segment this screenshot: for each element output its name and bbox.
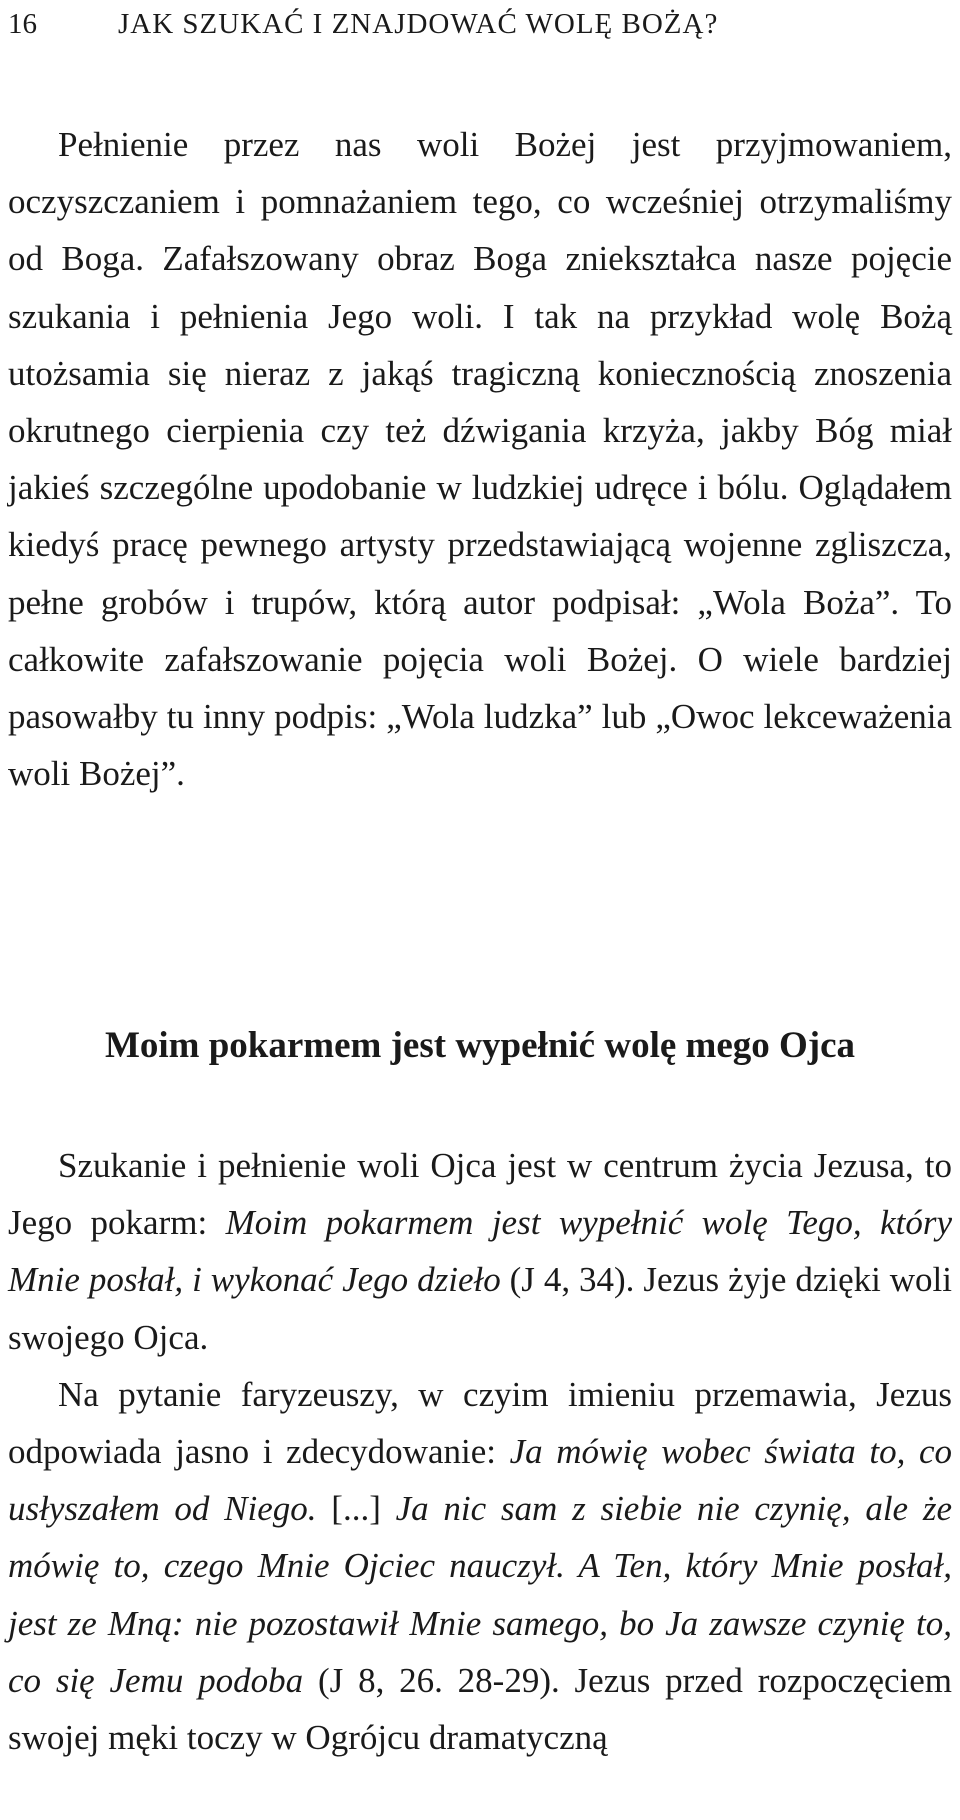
section-heading: Moim pokarmem jest wypełnić wolę mego Ojca	[104, 1025, 856, 1066]
scripture-quote-john-8-28-29: Ja nic sam z siebie nie czynię, ale że mówię to, czego Mnie Ojciec nauczył. A Ten, który Mnie posłał, jest ze Mną: nie pozostawił Mnie samego, bo Ja zawsze czynię to, co się Jemu podoba	[8, 1489, 952, 1700]
body-paragraph-1: Pełnienie przez nas woli Bożej jest przyjmowaniem, oczyszczaniem i pomnażaniem tego, co wcześniej otrzymaliśmy od Boga. Zafałszowany obraz Boga zniekształca nasze pojęcie szukania i pełnienia Jego woli. I tak na przykład wolę Bożą utożsamia się nieraz z jakąś tragiczną koniecznością znoszenia okrutnego cierpienia czy też dźwigania krzyża, jakby Bóg miał jakieś szczególne upodobanie w ludzkiej udręce i bólu. Oglądałem kiedyś pracę pewnego artysty przedstawiającą wojenne zgliszcza, pełne grobów i trupów, którą autor podpisał: „Wola Boża”. To całkowite zafałszowanie pojęcia woli Bożej. O wiele bardziej pasowałby tu inny podpis: „Wola ludzka” lub „Owoc lekceważenia woli Bożej”.	[8, 125, 952, 794]
running-title: JAK SZUKAĆ I ZNAJDOWAĆ WOLĘ BOŻĄ?	[118, 8, 719, 40]
paragraph-3-ellipsis: [...]	[316, 1489, 396, 1529]
paragraph-2-text-a: Szukanie i pełnienie woli Ojca jest w centrum życia Jezusa, to Jego pokarm:	[8, 1146, 952, 1243]
paragraph-2-text-b: (J 4, 34). Jezus żyje dzięki woli swojego Ojca.	[8, 1260, 952, 1357]
scripture-quote-john-4-34: Moim pokarmem jest wypełnić wolę Tego, który Mnie posłał, i wykonać Jego dzieło	[8, 1203, 952, 1300]
running-head	[8, 0, 948, 48]
page-number: 16	[8, 8, 37, 40]
body-paragraph-3	[8, 1366, 952, 1766]
body-paragraph-1-container	[8, 116, 952, 802]
paragraph-3-text-a: Na pytanie faryzeuszy, w czyim imieniu przemawia, Jezus odpowiada jasno i zdecydowanie:	[8, 1374, 952, 1472]
paragraph-3-text-b: (J 8, 26. 28-29). Jezus przed rozpoczęciem swojej męki toczy w Ogrójcu dramatyczną	[8, 1660, 953, 1758]
scripture-quote-john-8-26: Ja mówię wobec świata to, co usłyszałem od Niego.	[8, 1432, 952, 1529]
section-body	[8, 1137, 952, 1766]
body-paragraph-2	[8, 1137, 952, 1366]
